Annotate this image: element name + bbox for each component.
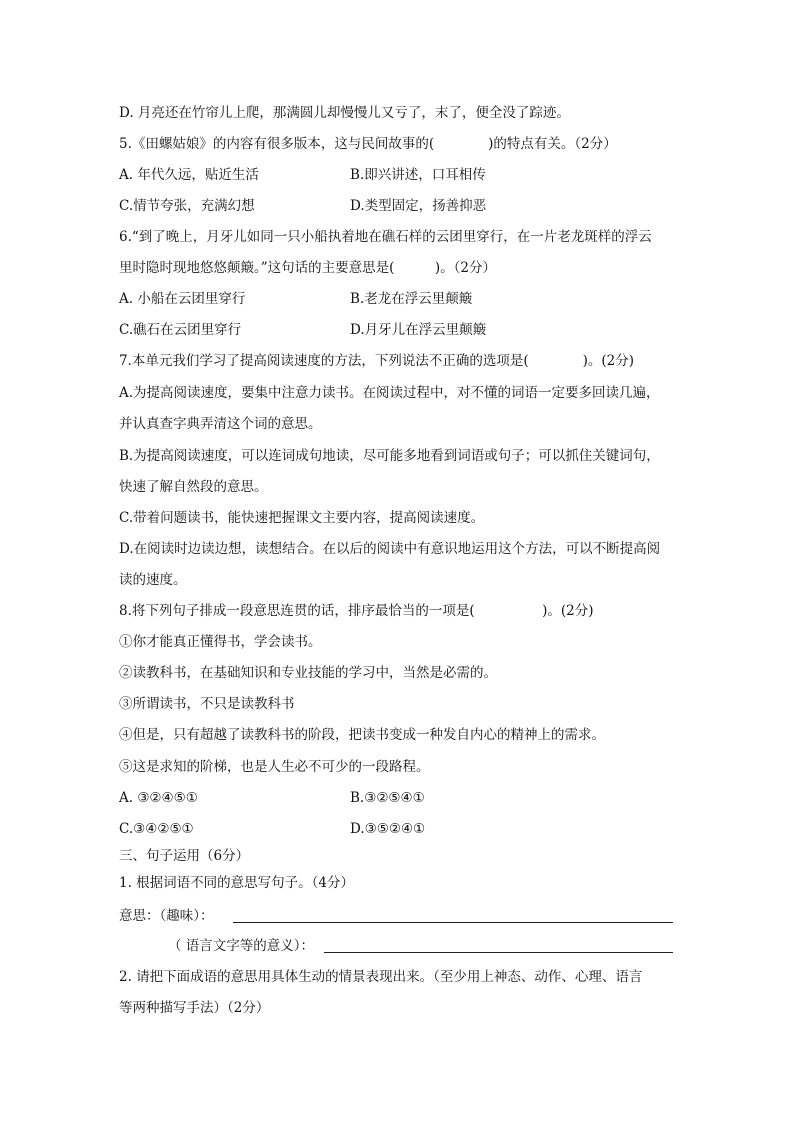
q7-option-a-line2: 并认真查字典弄清这个词的意思。 (119, 416, 322, 432)
q5-option-b: B.即兴讲述，口耳相传 (350, 167, 486, 183)
q8-sentence-2: ②读教科书，在基础知识和专业技能的学习中，当然是必需的。 (119, 665, 497, 681)
q5-option-c: C.情节夸张，充满幻想 (119, 198, 255, 214)
q8-option-c: C.③④②⑤① (119, 821, 194, 837)
q7-option-b-line1: B.为提高阅读速度，可以连词成句地读，尽可能多地看到词语或句子；可以抓住关键词句， (119, 448, 660, 464)
q6-option-c: C.礁石在云团里穿行 (119, 322, 242, 338)
q7-option-b-line2: 快速了解自然段的意思。 (119, 479, 268, 495)
q7-option-d-line1: D.在阅读时边读边想，读想结合。在以后的阅读中有意识地运用这个方法，可以不断提高阅 (119, 541, 661, 557)
q6-stem-line2: 里时隐时现地悠悠颠簸。”这句话的主要意思是( )。（2分） (119, 260, 497, 276)
q8-option-a: A. ③②④⑤① (119, 790, 198, 806)
q8-sentence-5: ⑤这是求知的阶梯，也是人生必不可少的一段路程。 (119, 759, 430, 775)
q6-stem-line1: 6.“到了晚上，月牙儿如同一只小船执着地在礁石样的云团里穿行，在一片老龙斑样的浮云 (119, 229, 652, 245)
section3-title: 三、句子运用（6分） (119, 848, 250, 864)
section3-q1-label-meaning2: （ 语言文字等的意义）： (168, 938, 315, 954)
answer-line-meaning1[interactable] (233, 922, 673, 923)
q5-option-d: D.类型固定，扬善抑恶 (350, 198, 487, 214)
q6-option-a: A. 小船在云团里穿行 (119, 291, 246, 307)
section3-q1-stem: 1. 根据词语不同的意思写句子。（4分） (119, 875, 355, 891)
q7-option-d-line2: 读的速度。 (119, 572, 187, 588)
section3-q2-line2: 等两种描写手法）（2分） (119, 1000, 270, 1016)
q7-option-c: C.带着问题读书，能快速把握课文主要内容，提高阅读速度。 (119, 510, 485, 526)
q7-option-a-line1: A.为提高阅读速度，要集中注意力读书。在阅读过程中，对不懂的词语一定要多回读几遍， (119, 385, 660, 401)
q8-stem: 8.将下列句子排成一段意思连贯的话，排序最恰当的一项是( )。(2分) (119, 603, 594, 619)
q8-option-d: D.③⑤②④① (350, 821, 426, 837)
section3-q2-line1: 2. 请把下面成语的意思用具体生动的情景表现出来。（至少用上神态、动作、心理、语言 (119, 969, 643, 985)
q6-option-b: B.老龙在浮云里颠簸 (350, 291, 473, 307)
q4-option-d: D. 月亮还在竹帘儿上爬，那满圆儿却慢慢儿又亏了，末了，便全没了踪迹。 (119, 105, 570, 121)
q7-stem: 7.本单元我们学习了提高阅读速度的方法，下列说法不正确的选项是( )。(2分) (119, 353, 635, 369)
q5-option-a: A. 年代久远，贴近生活 (119, 167, 259, 183)
q8-sentence-3: ③所谓读书，不只是读教科书 (119, 696, 295, 712)
q5-stem: 5.《田螺姑娘》的内容有很多版本，这与民间故事的( )的特点有关。（2分） (119, 136, 617, 152)
q8-option-b: B.③②⑤④① (350, 790, 425, 806)
section3-q1-label-meaning1: 意思：（趣味）： (119, 908, 214, 924)
q8-sentence-4: ④但是，只有超越了读教科书的阶段，把读书变成一种发自内心的精神上的需求。 (119, 727, 605, 743)
answer-line-meaning2[interactable] (324, 952, 673, 953)
q6-option-d: D.月牙儿在浮云里颠簸 (350, 322, 487, 338)
q8-sentence-1: ①你才能真正懂得书，学会读书。 (119, 634, 322, 650)
